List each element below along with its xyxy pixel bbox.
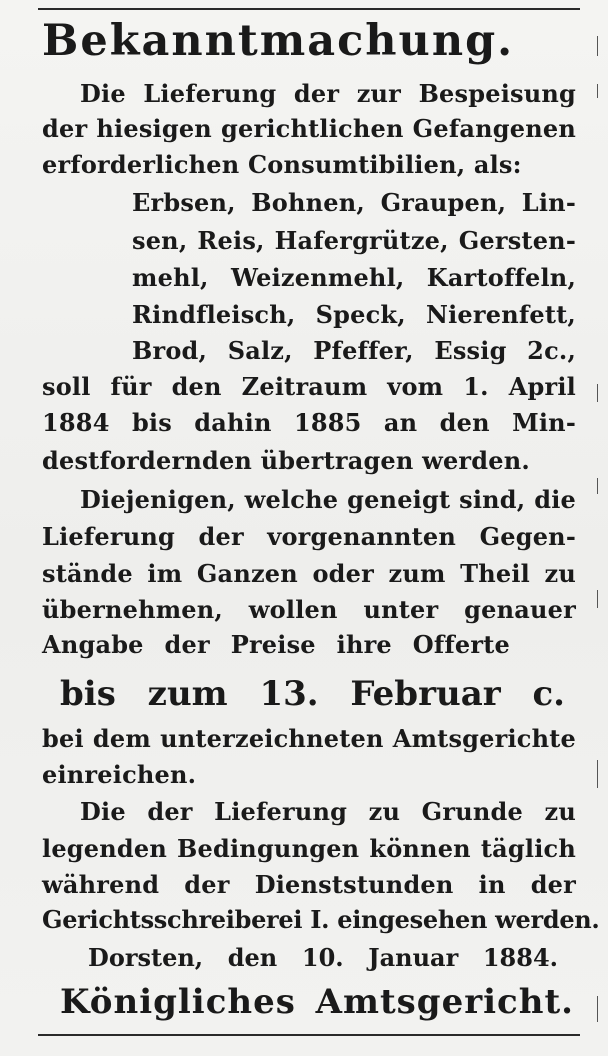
notice-line: der hiesigen gerichtlichen Gefangenen bbox=[42, 114, 576, 143]
notice-line: destfordernden übertragen werden. bbox=[42, 446, 530, 475]
adjacent-column-edge bbox=[597, 84, 598, 98]
adjacent-column-edge bbox=[597, 384, 598, 402]
notice-line: soll für den Zeitraum vom 1. April bbox=[42, 372, 576, 401]
top-rule bbox=[38, 8, 580, 10]
dateline: Dorsten, den 10. Januar 1884. bbox=[88, 943, 558, 972]
notice-line: Die der Lieferung zu Grunde zu bbox=[80, 797, 576, 826]
adjacent-column-edge bbox=[597, 996, 598, 1022]
adjacent-column-edge bbox=[597, 760, 598, 788]
notice-line: Die Lieferung der zur Bespeisung bbox=[80, 79, 576, 108]
signature: Königliches Amtsgericht. bbox=[60, 982, 574, 1022]
notice-line: während der Dienststunden in der bbox=[42, 870, 576, 899]
bottom-rule bbox=[38, 1034, 580, 1036]
commodity-list-line: Rindfleisch, Speck, Nierenfett, bbox=[132, 300, 576, 329]
adjacent-column-edge bbox=[597, 590, 598, 608]
notice-line: übernehmen, wollen unter genauer bbox=[42, 595, 576, 624]
notice-line: Lieferung der vorgenannten Gegen- bbox=[42, 522, 576, 551]
adjacent-column-edge bbox=[597, 36, 598, 56]
notice-line: erforderlichen Consumtibilien, als: bbox=[42, 150, 522, 179]
notice-line: legenden Bedingungen können täglich bbox=[42, 834, 576, 863]
notice-line: Diejenigen, welche geneigt sind, die bbox=[80, 485, 576, 514]
notice-line: bei dem unterzeichneten Amtsgerichte bbox=[42, 724, 576, 753]
commodity-list-line: sen, Reis, Hafergrütze, Gersten- bbox=[132, 226, 576, 255]
adjacent-column-edge bbox=[597, 478, 598, 494]
notice-line: Gerichtsschreiberei I. eingesehen werden. bbox=[42, 905, 600, 934]
notice-title: Bekanntmachung. bbox=[42, 16, 515, 66]
notice-line: 1884 bis dahin 1885 an den Min- bbox=[42, 408, 576, 437]
notice-line: stände im Ganzen oder zum Theil zu bbox=[42, 559, 576, 588]
commodity-list-line: Brod, Salz, Pfeffer, Essig 2c., bbox=[132, 336, 576, 365]
deadline-line: bis zum 13. Februar c. bbox=[60, 674, 565, 714]
commodity-list-line: mehl, Weizenmehl, Kartoffeln, bbox=[132, 263, 576, 292]
notice-line: einreichen. bbox=[42, 760, 197, 789]
notice-line: Angabe der Preise ihre Offerte bbox=[42, 630, 510, 659]
commodity-list-line: Erbsen, Bohnen, Graupen, Lin- bbox=[132, 188, 576, 217]
